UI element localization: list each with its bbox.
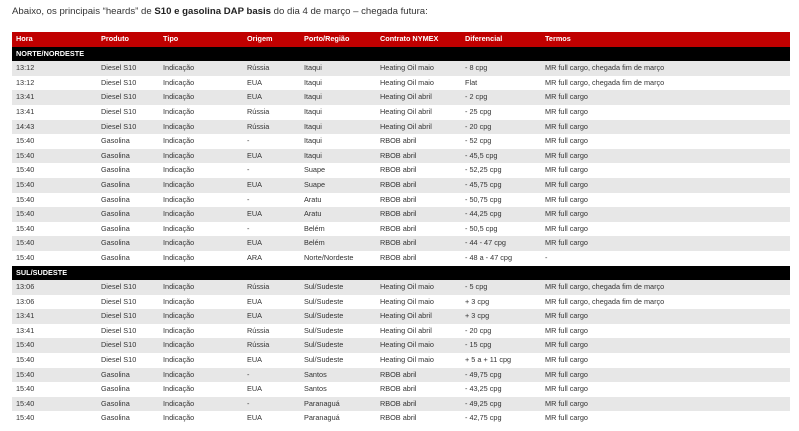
table-row (12, 149, 790, 164)
origem-cell: EUA (243, 207, 300, 222)
contrato-cell: Heating Oil maio (376, 76, 461, 91)
contrato-cell: Heating Oil abril (376, 309, 461, 324)
tipo-cell: Indicação (159, 120, 243, 135)
tipo-cell: Indicação (159, 193, 243, 208)
origem-cell: EUA (243, 411, 300, 426)
termos-cell: MR full cargo (541, 236, 790, 251)
origem-cell: EUA (243, 353, 300, 368)
table-row (12, 90, 790, 105)
termos-cell: MR full cargo (541, 309, 790, 324)
termos-cell: MR full cargo (541, 324, 790, 339)
termos-cell: MR full cargo, chegada fim de março (541, 61, 790, 76)
origem-cell: - (243, 193, 300, 208)
tipo-cell: Indicação (159, 324, 243, 339)
table-row (12, 163, 790, 178)
termos-cell: MR full cargo, chegada fim de março (541, 280, 790, 295)
origem-cell: EUA (243, 149, 300, 164)
porto-regiao-cell: Aratu (300, 207, 376, 222)
produto-cell: Diesel S10 (97, 324, 159, 339)
diferencial-cell: + 3 cpg (461, 295, 541, 310)
hora-cell: 15:40 (12, 236, 97, 251)
porto-regiao-cell: Itaqui (300, 61, 376, 76)
produto-cell: Diesel S10 (97, 76, 159, 91)
termos-cell: MR full cargo (541, 134, 790, 149)
contrato-cell: RBOB abril (376, 163, 461, 178)
table-row (12, 222, 790, 237)
produto-cell: Diesel S10 (97, 295, 159, 310)
contrato-cell: RBOB abril (376, 178, 461, 193)
contrato-cell: Heating Oil abril (376, 324, 461, 339)
intro-paragraph (12, 6, 428, 17)
produto-cell: Gasolina (97, 222, 159, 237)
produto-cell: Diesel S10 (97, 353, 159, 368)
produto-cell: Gasolina (97, 382, 159, 397)
tipo-cell: Indicação (159, 368, 243, 383)
porto-regiao-cell: Santos (300, 382, 376, 397)
col-header-porto-regiao: Porto/Região (300, 32, 376, 47)
contrato-cell: Heating Oil abril (376, 105, 461, 120)
section-header-row (12, 266, 790, 281)
hora-cell: 15:40 (12, 338, 97, 353)
diferencial-cell: - 15 cpg (461, 338, 541, 353)
diferencial-cell: - 48 a - 47 cpg (461, 251, 541, 266)
termos-cell: MR full cargo (541, 338, 790, 353)
hora-cell: 15:40 (12, 411, 97, 426)
produto-cell: Gasolina (97, 411, 159, 426)
porto-regiao-cell: Sul/Sudeste (300, 280, 376, 295)
termos-cell: MR full cargo, chegada fim de março (541, 76, 790, 91)
origem-cell: EUA (243, 236, 300, 251)
termos-cell: MR full cargo (541, 193, 790, 208)
contrato-cell: RBOB abril (376, 411, 461, 426)
produto-cell: Gasolina (97, 193, 159, 208)
contrato-cell: Heating Oil maio (376, 338, 461, 353)
porto-regiao-cell: Sul/Sudeste (300, 324, 376, 339)
origem-cell: Rússia (243, 280, 300, 295)
diferencial-cell: - 52 cpg (461, 134, 541, 149)
produto-cell: Gasolina (97, 178, 159, 193)
origem-cell: EUA (243, 382, 300, 397)
hora-cell: 15:40 (12, 134, 97, 149)
porto-regiao-cell: Itaqui (300, 134, 376, 149)
table-row (12, 236, 790, 251)
hora-cell: 13:06 (12, 280, 97, 295)
col-header-termos: Termos (541, 32, 790, 47)
section-header-row (12, 47, 790, 62)
hora-cell: 15:40 (12, 368, 97, 383)
porto-regiao-cell: Sul/Sudeste (300, 309, 376, 324)
contrato-cell: Heating Oil maio (376, 280, 461, 295)
origem-cell: ARA (243, 251, 300, 266)
origem-cell: - (243, 134, 300, 149)
hora-cell: 13:41 (12, 105, 97, 120)
table-row (12, 134, 790, 149)
tipo-cell: Indicação (159, 295, 243, 310)
origem-cell: - (243, 222, 300, 237)
porto-regiao-cell: Santos (300, 368, 376, 383)
tipo-cell: Indicação (159, 61, 243, 76)
contrato-cell: Heating Oil maio (376, 295, 461, 310)
diferencial-cell: - 52,25 cpg (461, 163, 541, 178)
porto-regiao-cell: Itaqui (300, 105, 376, 120)
col-header-origem: Origem (243, 32, 300, 47)
tipo-cell: Indicação (159, 163, 243, 178)
origem-cell: Rússia (243, 105, 300, 120)
contrato-cell: RBOB abril (376, 193, 461, 208)
col-header-diferencial: Diferencial (461, 32, 541, 47)
intro-suffix: do dia 4 de março – chegada futura: (271, 6, 428, 17)
diferencial-cell: - 45,5 cpg (461, 149, 541, 164)
diferencial-cell: - 2 cpg (461, 90, 541, 105)
origem-cell: Rússia (243, 61, 300, 76)
table-header (12, 32, 790, 47)
heards-table (12, 32, 790, 426)
termos-cell: MR full cargo (541, 105, 790, 120)
table-row (12, 295, 790, 310)
produto-cell: Diesel S10 (97, 90, 159, 105)
porto-regiao-cell: Sul/Sudeste (300, 295, 376, 310)
porto-regiao-cell: Suape (300, 163, 376, 178)
tipo-cell: Indicação (159, 411, 243, 426)
produto-cell: Gasolina (97, 368, 159, 383)
termos-cell: MR full cargo (541, 411, 790, 426)
produto-cell: Gasolina (97, 149, 159, 164)
tipo-cell: Indicação (159, 353, 243, 368)
contrato-cell: RBOB abril (376, 134, 461, 149)
contrato-cell: RBOB abril (376, 207, 461, 222)
origem-cell: EUA (243, 178, 300, 193)
termos-cell: MR full cargo (541, 382, 790, 397)
origem-cell: EUA (243, 295, 300, 310)
origem-cell: EUA (243, 309, 300, 324)
table-row (12, 309, 790, 324)
intro-prefix: Abaixo, os principais “heards” de (12, 6, 155, 17)
contrato-cell: Heating Oil abril (376, 120, 461, 135)
porto-regiao-cell: Paranaguá (300, 411, 376, 426)
diferencial-cell: + 5 a + 11 cpg (461, 353, 541, 368)
hora-cell: 15:40 (12, 222, 97, 237)
hora-cell: 15:40 (12, 251, 97, 266)
termos-cell: MR full cargo (541, 149, 790, 164)
produto-cell: Gasolina (97, 163, 159, 178)
tipo-cell: Indicação (159, 134, 243, 149)
porto-regiao-cell: Aratu (300, 193, 376, 208)
tipo-cell: Indicação (159, 397, 243, 412)
table-row (12, 397, 790, 412)
porto-regiao-cell: Suape (300, 178, 376, 193)
table-row (12, 338, 790, 353)
hora-cell: 13:12 (12, 61, 97, 76)
table-row (12, 353, 790, 368)
hora-cell: 15:40 (12, 163, 97, 178)
diferencial-cell: - 25 cpg (461, 105, 541, 120)
intro-bold: S10 e gasolina DAP basis (154, 6, 271, 17)
table-row (12, 368, 790, 383)
hora-cell: 15:40 (12, 178, 97, 193)
origem-cell: EUA (243, 90, 300, 105)
contrato-cell: RBOB abril (376, 397, 461, 412)
produto-cell: Diesel S10 (97, 120, 159, 135)
table-row (12, 324, 790, 339)
table-row (12, 61, 790, 76)
produto-cell: Gasolina (97, 236, 159, 251)
tipo-cell: Indicação (159, 382, 243, 397)
termos-cell: MR full cargo (541, 178, 790, 193)
table-row (12, 178, 790, 193)
contrato-cell: Heating Oil maio (376, 353, 461, 368)
porto-regiao-cell: Sul/Sudeste (300, 338, 376, 353)
porto-regiao-cell: Sul/Sudeste (300, 353, 376, 368)
diferencial-cell: - 50,75 cpg (461, 193, 541, 208)
contrato-cell: RBOB abril (376, 222, 461, 237)
produto-cell: Diesel S10 (97, 338, 159, 353)
produto-cell: Gasolina (97, 207, 159, 222)
termos-cell: MR full cargo, chegada fim de março (541, 295, 790, 310)
contrato-cell: RBOB abril (376, 251, 461, 266)
table-row (12, 382, 790, 397)
header-row (12, 32, 790, 47)
contrato-cell: Heating Oil abril (376, 90, 461, 105)
origem-cell: - (243, 368, 300, 383)
porto-regiao-cell: Norte/Nordeste (300, 251, 376, 266)
contrato-cell: RBOB abril (376, 236, 461, 251)
tipo-cell: Indicação (159, 207, 243, 222)
produto-cell: Gasolina (97, 134, 159, 149)
hora-cell: 14:43 (12, 120, 97, 135)
termos-cell: MR full cargo (541, 207, 790, 222)
diferencial-cell: - 8 cpg (461, 61, 541, 76)
termos-cell: MR full cargo (541, 90, 790, 105)
table-row (12, 280, 790, 295)
porto-regiao-cell: Itaqui (300, 120, 376, 135)
hora-cell: 13:41 (12, 90, 97, 105)
hora-cell: 13:06 (12, 295, 97, 310)
porto-regiao-cell: Paranaguá (300, 397, 376, 412)
table-body (12, 47, 790, 426)
col-header-tipo: Tipo (159, 32, 243, 47)
contrato-cell: RBOB abril (376, 382, 461, 397)
termos-cell: MR full cargo (541, 397, 790, 412)
hora-cell: 13:41 (12, 324, 97, 339)
col-header-hora: Hora (12, 32, 97, 47)
diferencial-cell: + 3 cpg (461, 309, 541, 324)
produto-cell: Gasolina (97, 251, 159, 266)
origem-cell: EUA (243, 76, 300, 91)
section-title: SUL/SUDESTE (12, 266, 790, 281)
section-title: NORTE/NORDESTE (12, 47, 790, 62)
hora-cell: 13:41 (12, 309, 97, 324)
diferencial-cell: - 49,75 cpg (461, 368, 541, 383)
table-row (12, 193, 790, 208)
contrato-cell: Heating Oil maio (376, 61, 461, 76)
diferencial-cell: - 49,25 cpg (461, 397, 541, 412)
porto-regiao-cell: Itaqui (300, 149, 376, 164)
tipo-cell: Indicação (159, 338, 243, 353)
table-row (12, 411, 790, 426)
hora-cell: 15:40 (12, 207, 97, 222)
termos-cell: MR full cargo (541, 353, 790, 368)
tipo-cell: Indicação (159, 309, 243, 324)
termos-cell: MR full cargo (541, 163, 790, 178)
contrato-cell: RBOB abril (376, 149, 461, 164)
origem-cell: Rússia (243, 338, 300, 353)
diferencial-cell: - 44 - 47 cpg (461, 236, 541, 251)
diferencial-cell: - 42,75 cpg (461, 411, 541, 426)
col-header-produto: Produto (97, 32, 159, 47)
col-header-contrato-nymex: Contrato NYMEX (376, 32, 461, 47)
produto-cell: Diesel S10 (97, 280, 159, 295)
hora-cell: 15:40 (12, 353, 97, 368)
diferencial-cell: - 44,25 cpg (461, 207, 541, 222)
diferencial-cell: - 43,25 cpg (461, 382, 541, 397)
hora-cell: 13:12 (12, 76, 97, 91)
produto-cell: Diesel S10 (97, 61, 159, 76)
termos-cell: MR full cargo (541, 120, 790, 135)
table-row (12, 105, 790, 120)
diferencial-cell: - 45,75 cpg (461, 178, 541, 193)
diferencial-cell: - 20 cpg (461, 120, 541, 135)
diferencial-cell: - 5 cpg (461, 280, 541, 295)
hora-cell: 15:40 (12, 382, 97, 397)
hora-cell: 15:40 (12, 397, 97, 412)
porto-regiao-cell: Belém (300, 236, 376, 251)
porto-regiao-cell: Belém (300, 222, 376, 237)
diferencial-cell: - 20 cpg (461, 324, 541, 339)
termos-cell: - (541, 251, 790, 266)
tipo-cell: Indicação (159, 236, 243, 251)
hora-cell: 15:40 (12, 149, 97, 164)
porto-regiao-cell: Itaqui (300, 76, 376, 91)
origem-cell: - (243, 397, 300, 412)
table-row (12, 120, 790, 135)
table-row (12, 76, 790, 91)
diferencial-cell: Flat (461, 76, 541, 91)
tipo-cell: Indicação (159, 105, 243, 120)
tipo-cell: Indicação (159, 149, 243, 164)
tipo-cell: Indicação (159, 222, 243, 237)
origem-cell: Rússia (243, 324, 300, 339)
termos-cell: MR full cargo (541, 222, 790, 237)
tipo-cell: Indicação (159, 251, 243, 266)
produto-cell: Diesel S10 (97, 309, 159, 324)
tipo-cell: Indicação (159, 280, 243, 295)
produto-cell: Gasolina (97, 397, 159, 412)
hora-cell: 15:40 (12, 193, 97, 208)
table-row (12, 251, 790, 266)
origem-cell: - (243, 163, 300, 178)
tipo-cell: Indicação (159, 76, 243, 91)
contrato-cell: RBOB abril (376, 368, 461, 383)
origem-cell: Rússia (243, 120, 300, 135)
termos-cell: MR full cargo (541, 368, 790, 383)
table-row (12, 207, 790, 222)
diferencial-cell: - 50,5 cpg (461, 222, 541, 237)
porto-regiao-cell: Itaqui (300, 90, 376, 105)
tipo-cell: Indicação (159, 178, 243, 193)
tipo-cell: Indicação (159, 90, 243, 105)
produto-cell: Diesel S10 (97, 105, 159, 120)
